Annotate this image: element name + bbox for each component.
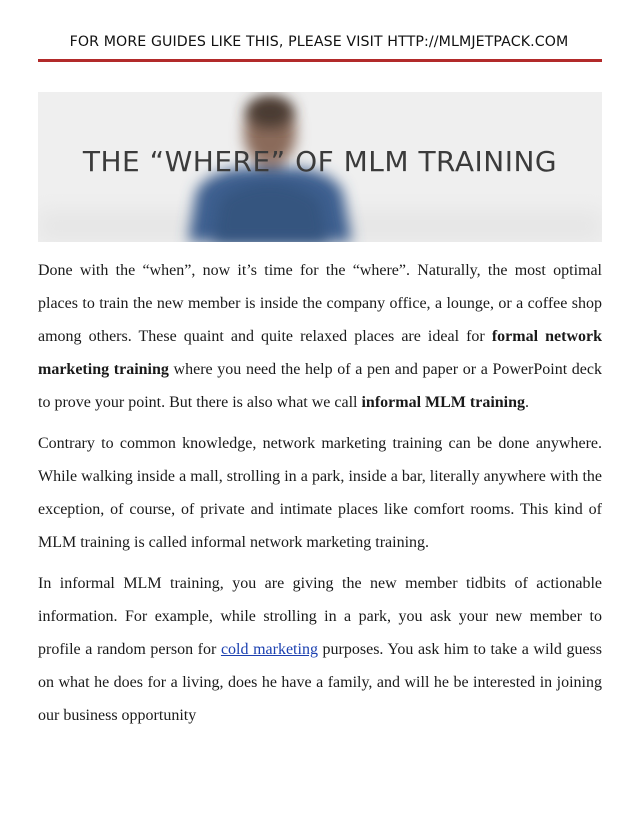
paragraph-text: In informal MLM training, you are giving the new member tidbits of actionable information. For example, while strolling in a park, you ask your new member to profile a random person for [38, 575, 602, 658]
paragraph-text: Done with the “when”, now it’s time for the “where”. Naturally, the most optimal places to train the new member is inside the company office, a lounge, or a coffee shop among others. These quaint and quite relaxed places are ideal for [38, 262, 602, 345]
guides-banner: FOR MORE GUIDES LIKE THIS, PLEASE VISIT HTTP://MLMJETPACK.COM [69, 34, 569, 50]
paragraph-where [38, 254, 602, 419]
cold-marketing-link[interactable]: cold marketing [220, 641, 318, 658]
paragraph-text: purposes. You ask him to take a wild guess on what he does for a living, does he have a family, and will he be interested in joining our business opportunity [38, 641, 603, 724]
paragraph-informal-training [38, 567, 602, 732]
bold-term-informal-training: informal MLM training [361, 394, 526, 411]
paragraph-text: Contrary to common knowledge, network marketing training can be done anywhere. While walking inside a mall, strolling in a park, inside a bar, literally anywhere with the exception, of course, of private and intimate places like comfort rooms. This kind of MLM training is called informal network marketing training. [38, 435, 602, 551]
banner-divider [38, 59, 602, 62]
paragraph-text: . [525, 394, 530, 411]
article-body [38, 254, 602, 740]
paragraph-anywhere [38, 427, 602, 559]
bold-term-formal-training: formal network marketing training [38, 328, 603, 378]
paragraph-text: where you need the help of a pen and paper or a PowerPoint deck to prove your point. But there is also what we call [38, 361, 603, 411]
hero-title: THE “WHERE” OF MLM TRAINING [82, 145, 558, 178]
hero-image [38, 92, 602, 242]
